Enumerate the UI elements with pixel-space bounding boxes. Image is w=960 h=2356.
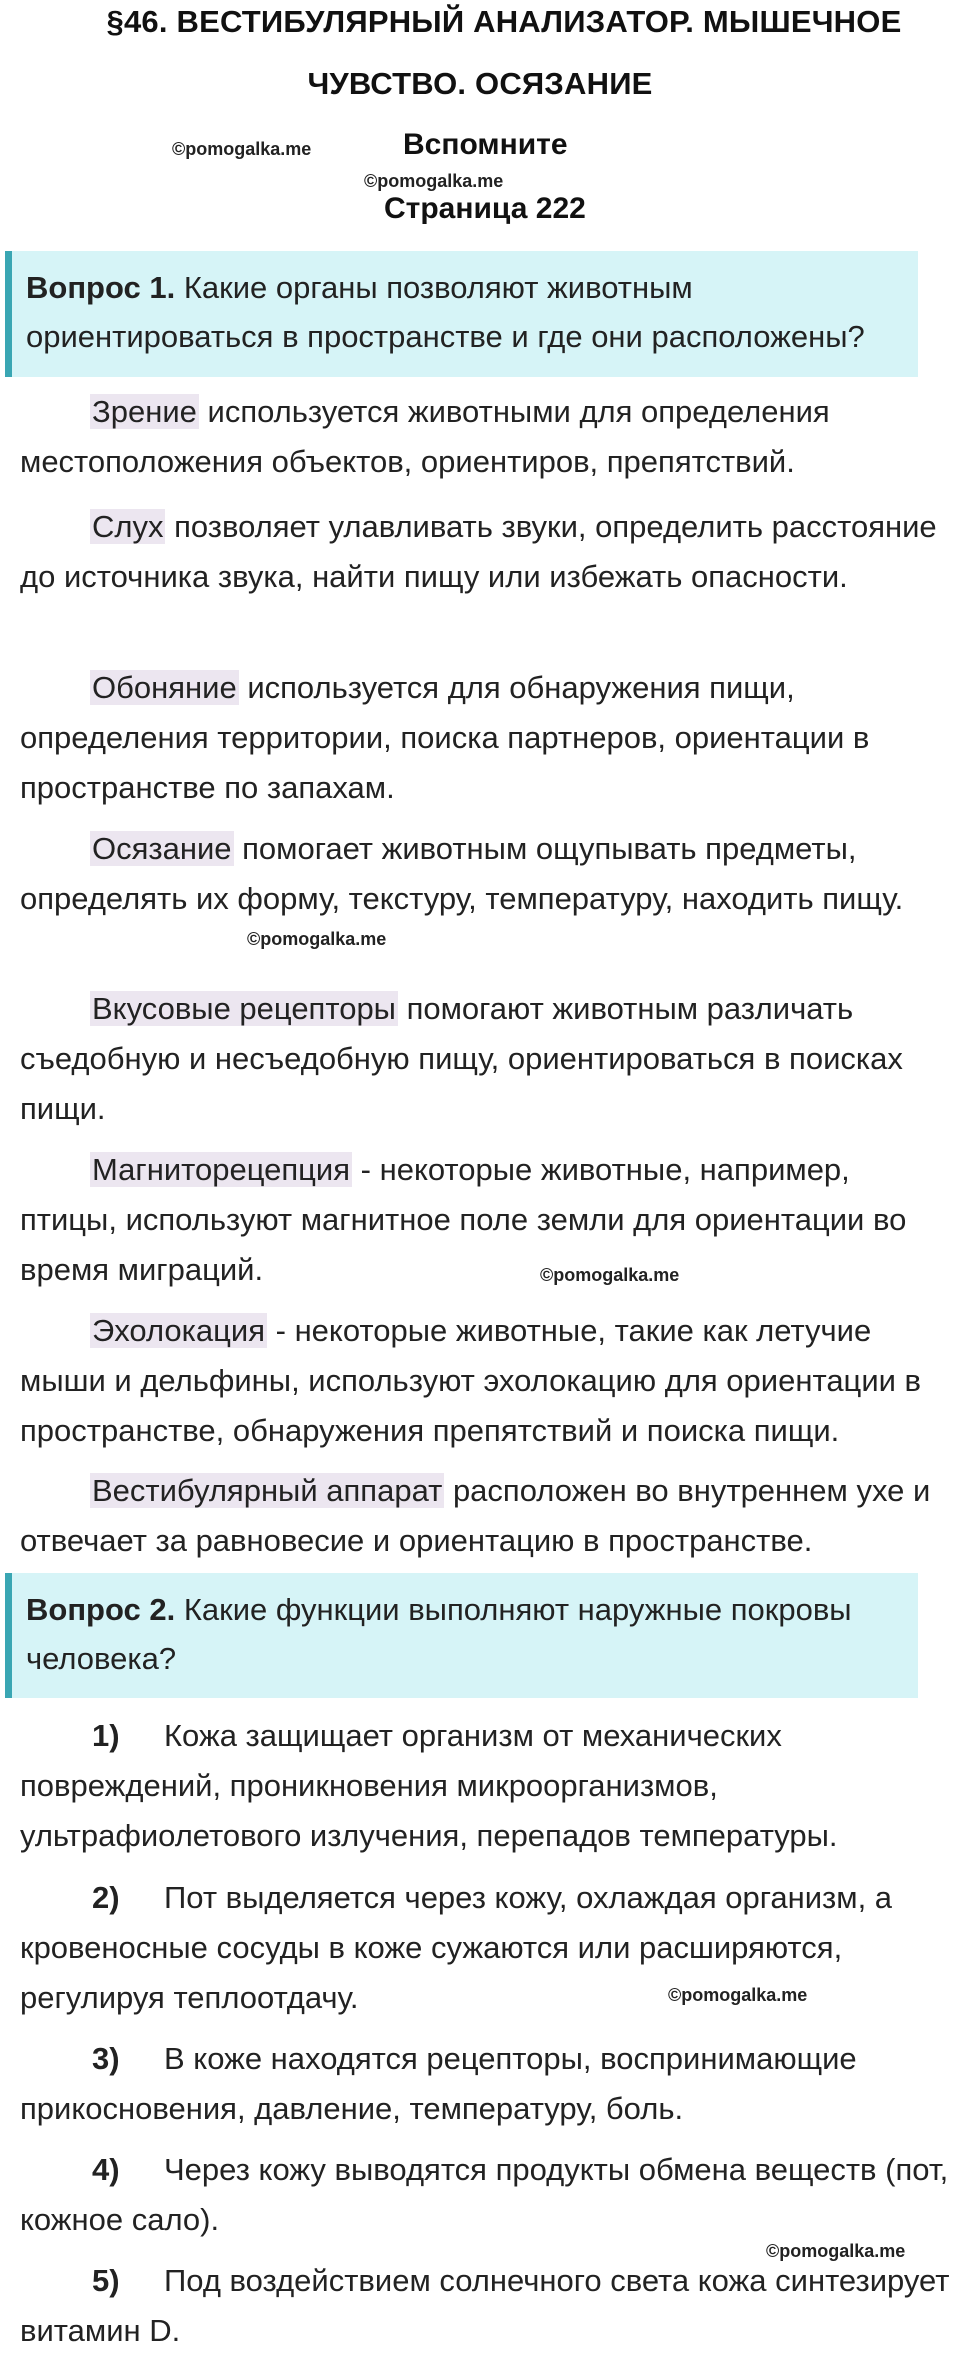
watermark: ©pomogalka.me: [364, 171, 504, 191]
answer-paragraph: [20, 663, 955, 813]
answer-text: - некоторые животные, например, птицы, используют магнитное поле земли для ориентации во время миграций.: [20, 1152, 907, 1287]
answer-text: позволяет улавливать звуки, определить расстояние до источника звука, найти пищу или избежать опасности.: [20, 509, 937, 594]
answer-paragraph: [20, 824, 955, 924]
answer-paragraph: [20, 1306, 955, 1456]
answer-paragraph: [20, 502, 955, 602]
numbered-answer: [20, 1873, 955, 2023]
question-1-body: Какие органы позволяют животным ориентироваться в пространстве и где они расположены?: [26, 270, 865, 354]
answer-text: Пот выделяется через кожу, охлаждая организм, а кровеносные сосуды в коже сужаются или расширяются, регулируя теплоотдачу.: [20, 1880, 893, 2015]
answer-text: используется для обнаружения пищи, определения территории, поиска партнеров, ориентации в пространстве по запахам.: [20, 670, 870, 805]
highlighted-term: Эхолокация: [92, 1313, 266, 1348]
answer-paragraph: [20, 1466, 955, 1566]
highlighted-term: Вестибулярный аппарат: [92, 1473, 443, 1508]
page-number: Страница 222: [384, 192, 586, 225]
numbered-answer: [20, 2145, 955, 2245]
answer-text: Кожа защищает организм от механических повреждений, проникновения микроорганизмов, ультрафиолетового излучения, перепадов температуры.: [20, 1718, 838, 1853]
question-1-label: Вопрос 1.: [26, 270, 176, 305]
highlighted-term: Слух: [92, 509, 164, 544]
answer-number: 2): [92, 1880, 120, 1915]
answer-number: 3): [92, 2041, 120, 2076]
chapter-title-line1: §46. ВЕСТИБУЛЯРНЫЙ АНАЛИЗАТОР. МЫШЕЧНОЕ: [106, 4, 902, 39]
answer-paragraph: [20, 984, 955, 1134]
answer-number: 1): [92, 1718, 120, 1753]
watermark: ©pomogalka.me: [540, 1265, 680, 1285]
remember-heading: Вспомните: [403, 128, 568, 161]
question-box-2: [5, 1573, 918, 1698]
answer-number: 5): [92, 2263, 120, 2298]
question-2-label: Вопрос 2.: [26, 1592, 176, 1627]
answer-text: расположен во внутреннем ухе и отвечает за равновесие и ориентацию в пространстве.: [20, 1473, 931, 1558]
answer-text: Под воздействием солнечного света кожа синтезирует витамин D.: [20, 2263, 950, 2348]
answer-number: 4): [92, 2152, 120, 2187]
answer-text: помогают животным различать съедобную и несъедобную пищу, ориентироваться в поисках пищи.: [20, 991, 903, 1126]
watermark: ©pomogalka.me: [668, 1985, 808, 2005]
answer-text: помогает животным ощупывать предметы, определять их форму, текстуру, температуру, находить пищу.: [20, 831, 904, 916]
answer-text: - некоторые животные, такие как летучие мыши и дельфины, используют эхолокацию для ориентации в пространстве, обнаружения препятствий и поиска пищи.: [20, 1313, 922, 1448]
question-2-body: Какие функции выполняют наружные покровы человека?: [26, 1592, 852, 1676]
highlighted-term: Вкусовые рецепторы: [92, 991, 396, 1026]
answer-text: используется животными для определения местоположения объектов, ориентиров, препятствий.: [20, 394, 830, 479]
question-2-text: [26, 1585, 918, 1683]
highlighted-term: Осязание: [92, 831, 232, 866]
watermark: ©pomogalka.me: [172, 139, 312, 159]
answer-text: В коже находятся рецепторы, воспринимающие прикосновения, давление, температуру, боль.: [20, 2041, 857, 2126]
answer-paragraph: [20, 387, 955, 487]
answer-text: Через кожу выводятся продукты обмена веществ (пот, кожное сало).: [20, 2152, 949, 2237]
highlighted-term: Зрение: [92, 394, 197, 429]
numbered-answer: [20, 1711, 955, 1861]
chapter-title-line2: ЧУВСТВО. ОСЯЗАНИЕ: [307, 66, 653, 101]
question-box-1: [5, 251, 918, 377]
numbered-answer: [20, 2256, 955, 2356]
highlighted-term: Обоняние: [92, 670, 237, 705]
numbered-answer: [20, 2034, 955, 2134]
question-1-text: [26, 263, 918, 361]
watermark: ©pomogalka.me: [247, 929, 387, 949]
answer-paragraph: [20, 1145, 955, 1295]
highlighted-term: Магниторецепция: [92, 1152, 351, 1187]
watermark: ©pomogalka.me: [766, 2241, 906, 2261]
